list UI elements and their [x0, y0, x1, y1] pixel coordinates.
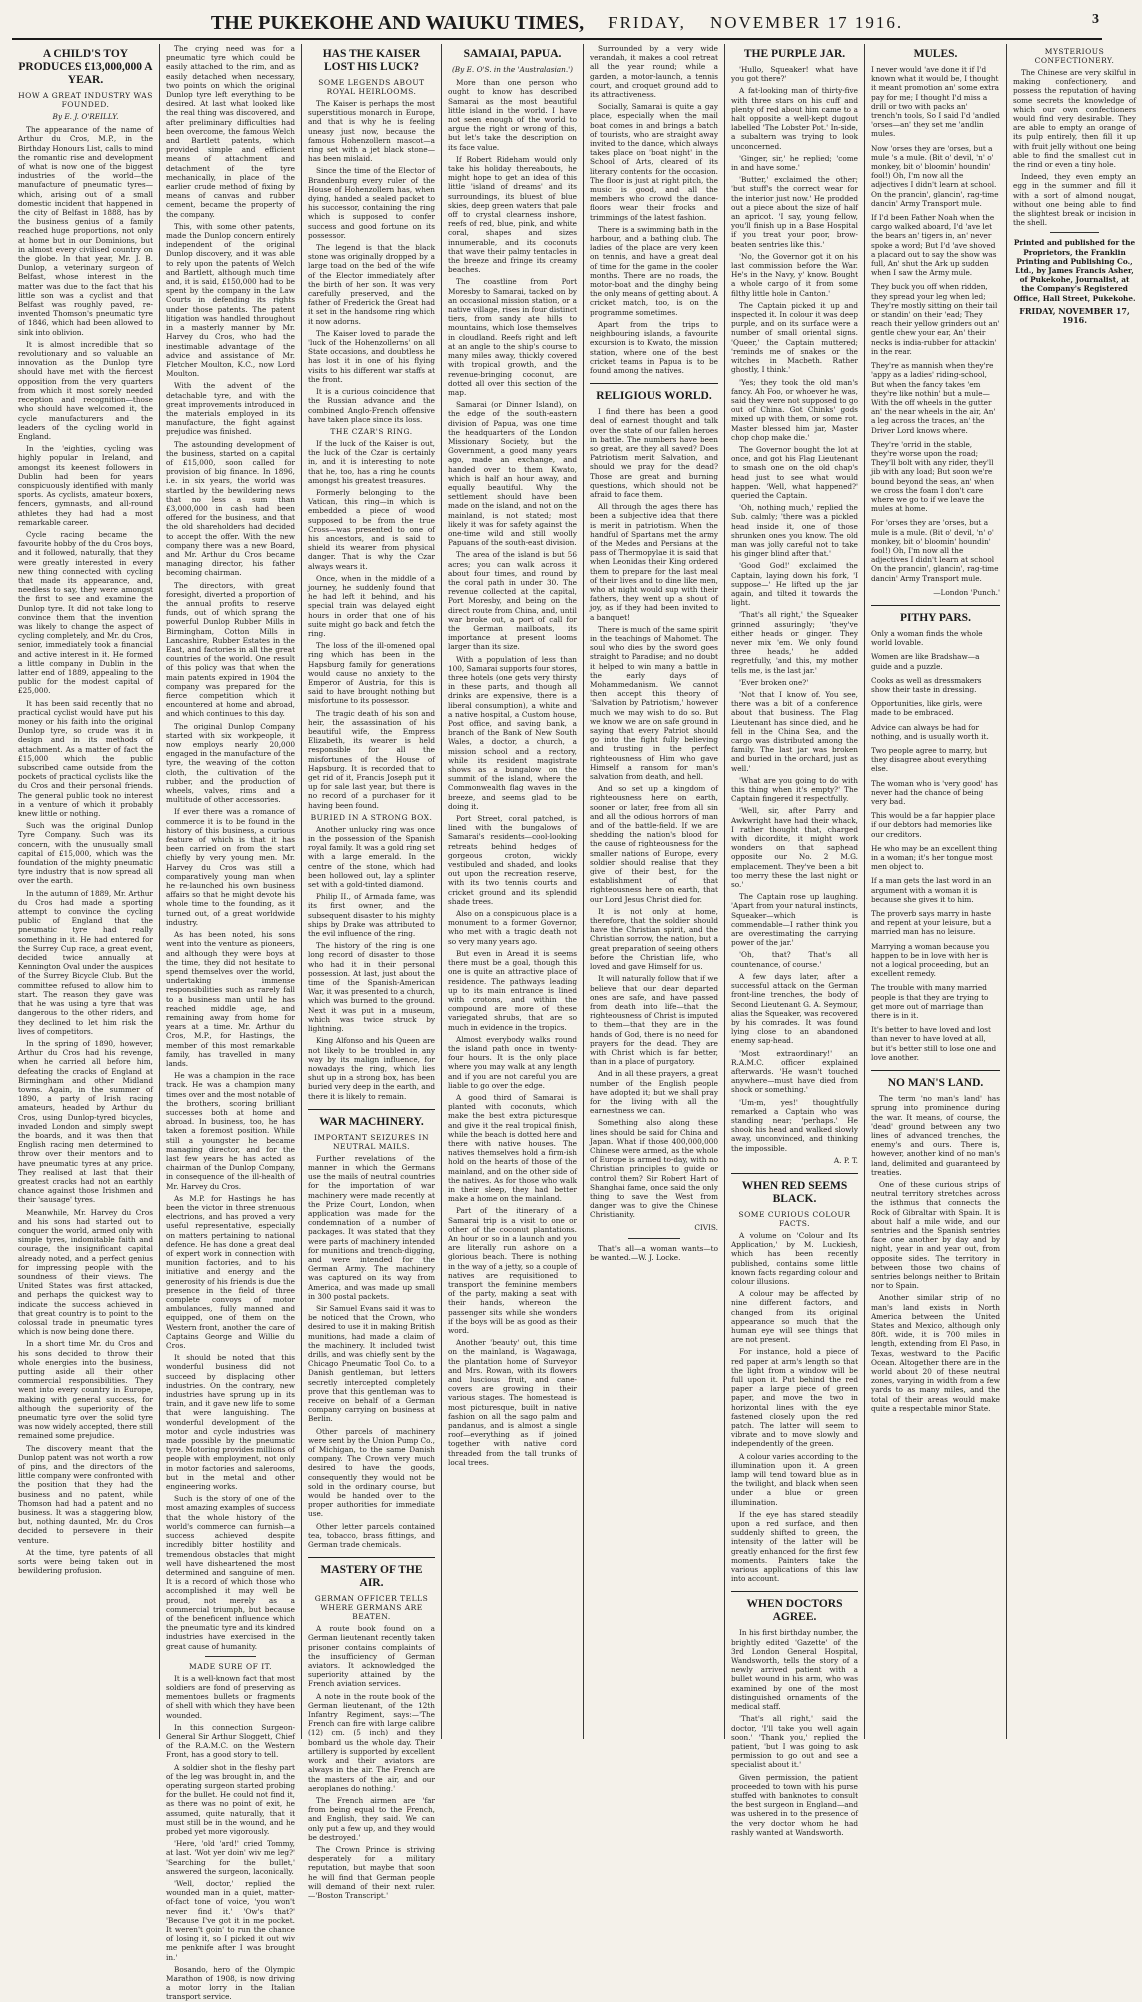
paragraph: 'That's all right,' said the doctor, 'I'll take you well again soon.' 'Thank you,' replied the patient, 'but I was going to ask permission to go out and see a specialist about it.'	[731, 1714, 858, 1770]
paragraph: Two people agree to marry, but they disagree about everything else.	[871, 746, 988, 774]
paragraph: 'Ever broken one?'	[739, 677, 809, 687]
paragraph: This, with some other patents, made the Dunlop concern entirely independent of the original Dunlop discovery, and it was able to rely upon the patents of Welch and Bartlett, although much time and, it is said, £150,000 had to be spent by the company in the Law Courts in defending its rights under those patents. The patent litigation was handled throughout in a masterly manner by Mr. Harvey du Cros, who had the inestimable advantage of the advice and assistance of Mr. Fletcher Moulton, K.C., now Lord Moulton.	[166, 221, 295, 379]
paragraph: In the 'eighties, cycling was highly popular in Ireland, and amongst its keenest followers in Dublin had been for years conspicuously identified with manly sports. As cyclists, amateur boxers, fencers, gymnasts, and all-round athletes they had had a most remarkable career.	[18, 444, 153, 527]
paragraph: Another 'beauty' out, this time on the mainland, is Wagawaga, the plantation home of Surveyor and Mrs. Rowan, with its flowers and luscious fruit, and cane-covers are growing in their various stages. The homestead is most picturesque, built in native fashion on all the sago palm and pandanus, and is almost a single roof—everything as if joined together with native cord threaded from the tall trunks of local trees.	[448, 1338, 577, 1467]
paragraph: Surrounded by a very wide verandah, it makes a cool retreat all the year round; while a garden, a motor-launch, a tennis court, and croquet ground add to its attractiveness.	[590, 44, 718, 100]
paragraph: If Robert Rideham would only take his holiday thereabouts, he might hope to get an idea of this little 'island of dreams' and its surroundings, its bluest of blue skies, deep green waters that pale off to crystal clearness inshore, reefs of red, blue, pink, and white coral, shapes and sizes innumerable, and its coconuts that wave their palmy tentacles in the breeze and fringe its creamy beaches.	[448, 154, 577, 275]
paragraph: The Governor bought the lot at once, and got his Flag Lieutenant to smash one on the old chap's head just to see what would happen. 'Well, what happened?' queried the Captain.	[731, 444, 858, 500]
paragraph: 'What are you going to do with this thing when it's empty?' The Captain fingered it respectfully.	[731, 775, 858, 804]
article-body	[731, 65, 858, 1153]
paragraph: 'Oh, nothing much,' replied the Sub. calmly; 'there was a pickled head inside it, one of those shrunken ones you know. The old man was jolly careful not to take his ginger blind after that.'	[731, 503, 858, 559]
article-headline: WHEN DOCTORS AGREE.	[731, 1591, 858, 1624]
paper-title: THE PUKEKOHE AND WAIUKU TIMES,	[210, 11, 585, 34]
paragraph: But even in Aread it is seems there must be a goal, though this one is quite an attractive place of residence. The pathways leading up to its main entrance is lined with crotons, and within the compound are more of these variegated shrubs, that are so much in evidence in the tropics.	[448, 948, 577, 1032]
columns	[12, 44, 1136, 2002]
paragraph: With a population of less than 100, Samarai supports four stores, three hotels (one gets very thirsty in these parts, and though all drinks are expensive, there is a liberal consumption), a white and a native hospital, a Custom house, Post office, and saving bank, a branch of the Bank of New South Wales, a doctor, a church, a mission school and a rectory, while its resident magistrate shows as a bungalow on the summit of the island, where the Commonwealth flag waves in the breeze, and seems glad to be doing it.	[448, 654, 577, 811]
paragraph: A route book found on a German lieutenant recently taken prisoner contains complaints of the insufficiency of German aviators. It acknowledged the superiority attained by the French aviation services.	[308, 1624, 435, 1689]
paragraph: The tragic death of his son and heir, the assassination of his beautiful wife, the Empress Elizabeth, its wearer is held responsible for all the misfortunes of the House of Hapsburg. It is recorded that to get rid of it, Francis Joseph put it up for sale last year, but there is no record of a purchaser for it having been found.	[308, 708, 435, 810]
paragraph: Women are like Bradshaw—a guide and a puzzle.	[871, 652, 980, 671]
paragraph: This would be a far happier place if our debtors had memories like our creditors.	[871, 811, 996, 839]
paragraph: It is a well-known fact that most soldiers are fond of preserving as mementoes bullets or fragments of shell with which they have been wounded.	[166, 1673, 295, 1720]
paragraph: 'No, the Governor got it on his last commission before the War. He's in the Navy, y' know. Bought a whole cargo of it from some filthy little hole in Canton.'	[731, 251, 858, 298]
article-headline: RELIGIOUS WORLD.	[590, 383, 718, 403]
paragraph: The directors, with great foresight, diverted a proportion of the annual profits to reserve funds, out of which sprang the powerful Dunlop Rubber Mills in Birmingham, Cotton Mills in Lancashire, Rubber Estates in the East, and factories in all the great countries of the world. One result of this policy was that when the main patents expired in 1904 the company was prepared for the fierce competition which it encountered at home and abroad, and which continues to this day.	[166, 580, 295, 719]
paragraph: He who may be an excellent thing in a woman; it's her tongue most men object to.	[871, 843, 998, 872]
column-8	[1007, 44, 1142, 1739]
article-headline: MADE SURE OF IT.	[189, 1661, 272, 1671]
paragraph: Such was the original Dunlop Tyre Company. Such was its concern, with the unusually small capital of £15,000, which was the foundation of the mighty pneumatic tyre industry that is now spread all over the earth.	[18, 821, 153, 886]
paragraph: The Crown Prince is striving desperately for a military reputation, but maybe that soon he will find that German people will demand of their next ruler.—'Boston Transcript.'	[308, 1844, 435, 1900]
paragraph: Cooks as well as dressmakers show their taste in dressing.	[871, 675, 982, 694]
pithy-pars	[871, 629, 1000, 1062]
paragraph: In his first birthday number, the brightly edited 'Gazette' of the 3rd London General Hospital, Wandsworth, tells the story of a newly arrived patient with a bullet wound in his arm, who was examined by one of the most distinguished ornaments of the medical staff.	[731, 1628, 858, 1712]
paragraph: The coastline from Port Moresby to Samarai, tacked on by an occasional mission station, or a native village, rises in four distinct tiers, from sandy ate hills to mountains, which lose themselves in cloudland. Reefs right and left at an angle to the ship's course to many miles away, thickly covered with tropical growth, and the revenue-bringing coconut, are dotted all over this section of the map.	[448, 277, 577, 397]
paragraph: The French airmen are 'far from being equal to the French, and English, they said. We can only put a few up, and they would be destroyed.'	[308, 1795, 435, 1842]
paragraph: I never would 'ave done it if I'd known what it would be, I thought it meant promotion an' some extra pay for me; I thought I'd miss a drill or two with packs an' trench'n tools, So I said I'd 'andled 'orses—an' they set me 'andlin mules.	[871, 65, 1000, 139]
paragraph: The Captain rose up laughing. 'Apart from your natural instincts, Squeaker—which is commendable—I rather think you are overestimating the carrying power of the jar.'	[731, 892, 858, 948]
paragraph: The Chinese are very skilful in making confectionery, and possess the reputation of having some secrets the knowledge of which our own confectioners would find very desirable. They are able to empty an orange of its pulp entirely, then fill it up with fruit jelly without one being able to find the smallest cut in the rind or even a tiny hole.	[1013, 68, 1136, 170]
paragraph: In the spring of 1890, however, Arthur du Cros had his revenge, when he carried all before him, defeating the cracks of England at Birmingham and other Midland towns. Again, in the summer of 1890, a party of Irish racing amateurs, headed by Arthur du Cros, using Dunlop-tyred bicycles, invaded London and simply swept the boards, and it was then that English racing men determined to throw over their mentors and to have pneumatic tyres at any price. They realised at last that their greatest cracks had not an earthly chance against those Irishmen and their 'sausage' tyres.	[18, 1038, 153, 1205]
paragraph: In this connection Surgeon-General Sir Arthur Sloggett, Chief of the R.A.M.C. on the Western Front, has a good story to tell.	[166, 1722, 295, 1760]
paragraph: 'Oh, that? That's all countenance, of course.'	[731, 950, 858, 969]
paragraph: As M.P. for Hastings he has been the victor in three strenuous electrions, and has proved a very useful representative, especially on matters pertaining to national defence. He has done a great deal of expert work in connection with munition factories, and to his initiative and energy and the generosity of his friends is due the presence in the field of three complete convoys of motor ambulances, fully manned and equipped, one of them on the Western front, another the care of Captains George and Willie du Cros.	[166, 1193, 295, 1351]
divider	[628, 1238, 679, 1239]
paragraph: It should be noted that this wonderful business did not succeed by displacing other industries. On the contrary, new industries have sprung up in its train, and it gave new life to some that were languishing. The wonderful development of the motor and cycle industries was made possible by the pneumatic tyre. Motoring provides millions of people with employment, not only in motor factories and salerooms, but in the metal and other engineering works.	[166, 1353, 295, 1492]
poem-source: —London 'Punch.'	[933, 587, 1000, 597]
paragraph: They're 'orrid in the stable, they're worse upon the road; They'll bolt with any rider, they'll jib with any load; But soon we're bound beyond the seas, an' when we cross the foam I don't care where we go to if we leave the mules at home.	[871, 439, 995, 514]
paragraph: The Kaiser loved to parade the 'luck of the Hohenzollerns' on all State occasions, and doubtless he has lost it in one of his flying visits to his different war staffs at the front.	[308, 328, 435, 384]
paragraph: The term 'no man's land' has sprung into prominence during the war. It means, of course, the 'dead' ground between any two lines of advanced trenches, the enemy's and ours. There is, however, another kind of no man's land, delimited and guaranteed by treaties.	[871, 1094, 1000, 1177]
article-body	[871, 1094, 1000, 1413]
paragraph: Port Street, coral patched, is lined with the bungalows of Samarai's residents—cool-looking retreats behind hedges of gorgeous croton, wickly vestibuled and shaded, and looks out upon the recreation reserve, with its two tennis courts and cricket ground and its splendid shade trees.	[448, 814, 577, 906]
paragraph: Almost everybody walks round the island path once in twenty-four hours. It is the only place where you may walk at any length and if you are not careful you are liable to go over the edge.	[448, 1034, 577, 1090]
paragraph: Sir Samuel Evans said it was to be noticed that the Crown, who desired to use it in making British munitions, had made a claim of the machinery. It included twist drills, and was chiefly sent by the Chicago Pneumatic Tool Co. to a Danish gentleman, but letters secretly intercepted completely prove that this gentleman was to receive on behalf of a German company carrying on business at Berlin.	[308, 1303, 435, 1424]
page-number: 3	[1092, 12, 1100, 27]
paragraph: For instance, hold a piece of red paper at arm's length so that the light from a window will be full upon it. Put behind the red paper a large piece of green paper, and move the two in horizontal lines with the eye fastened closely upon the red patch. The latter will seem to vibrate and to move slowly and independently of the green.	[731, 1347, 858, 1449]
paragraph: 'Um-m, yes!' thoughtfully remarked a Captain who was standing near; 'perhaps.' He shook his head and walked slowly away, unconvinced, and thinking the impossible.	[731, 1097, 858, 1153]
paragraph: With the advent of the detachable tyre, and with the great improvements introduced in the materials employed in its manufacture, the fight against prejudice was finished.	[166, 381, 295, 437]
paragraph: 'Well, sir, after Parry and Awkwright have had their whack, I rather thought that, charged with dicordite, it might work wonders on that saphead opposite our No. 2 M.G. emplacement. They've been a bit too merry these the last night or so.'	[731, 806, 858, 890]
article-subhead: SOME CURIOUS COLOUR FACTS.	[738, 1209, 851, 1228]
paragraph: The discovery meant that the Dunlop patent was not worth a row of pins, and the directors of the little company were confronted with the position that they had the business and no patent, while Thomson had had a patent and no business. It was a staggering blow, but, nothing daunted, Mr. du Cros decided to persevere in their venture.	[18, 1443, 153, 1545]
paragraph: 'That's all right,' the Squeaker grinned assuringly; 'they've either heads or ginger. They never mix 'em. We only found three heads,' he added regretfully, 'and this, my mother tells me, is the last jar.'	[731, 610, 858, 675]
paragraph: The proverb says marry in haste and repent at your leisure, but a married man has no leisure.	[871, 909, 992, 937]
paragraph: I find there has been a good deal of earnest thought and talk over the state of our fallen heroes in battle. The numbers have been so great, are they all saved? Does Patriotism merit Salvation, and should we pray for the dead? Those are great and burning questions, which should not be afraid to face them.	[590, 407, 718, 499]
article-body	[731, 1231, 858, 1584]
paragraph: Philip II., of Armada fame, was its first owner, and the subsequent disaster to his mighty ships by Drake was attributed to the evil influence of the ring.	[308, 892, 435, 939]
poem-body	[871, 65, 1000, 583]
paragraph: Such is the story of one of the most amazing examples of success that the whole history of the world's commerce can furnish—a success achieved despite incredibly bitter hostility and tremendous obstacles that might well have disheartened the most determined and sanguine of men. It is a record of which those who accomplished it may well be proud, not merely as a commercial triumph, but because of the beneficent influence which the pneumatic tyre and its kindred industries have exercised in the great cause of humanity.	[166, 1494, 295, 1651]
article-headline: MASTERY OF THE AIR.	[308, 1557, 435, 1590]
paragraph: Also on a conspicuous place is a monument to a former Governor, who met with a tragic death not so very many years ago.	[448, 909, 577, 946]
paragraph: 'Yes; they took the old man's fancy. Ah Foo, or whoever he was, said they were not supposed to go out of China. Got Chinks' gods mixed up with them, or some rot. Master blessed him jar, Master chop chop make die.'	[731, 377, 858, 442]
paragraph: The trouble with many married people is that they are trying to get more out of marriage than there is in it.	[871, 983, 989, 1021]
article-byline: (By E. O'S. in the 'Australasian.')	[451, 65, 574, 74]
paragraph: In a short time Mr. du Cros and his sons decided to throw their whole energies into the business, putting aside all their other commercial responsibilities. They went into every country in Europe, making with general success, for although the superiority of the pneumatic tyre over the solid tyre was now widely accepted, there still remained some prejudice.	[18, 1339, 153, 1441]
article-headline: PITHY PARS.	[871, 605, 1000, 625]
article-body	[166, 1674, 295, 2002]
column-5	[584, 44, 725, 1739]
paragraph: If the eye has stared steadily upon a red surface, and then suddenly shifted to green, the intensity of the latter will be greatly enhanced for the first few moments. Painters take the various applications of this law into account.	[731, 1509, 858, 1584]
paragraph: The crying need was for a pneumatic tyre which could be easily attached to the rim, and as easily detached when necessary, two points on which the original Dunlop tyre left everything to be desired. At last what looked like the real thing was discovered, and after preliminary difficulties had been overcome, the famous Welch and Bartlett patents, which provided simple and efficient means of attachment and detachment of the tyre mechanically, in place of the earlier crude method of fixing by means of canvas and rubber cement, became the property of the company.	[166, 44, 295, 219]
paragraph: There is a swimming bath in the harbour, and a bathing club. The ladies of the place are very keen on tennis, and have a great deal of time for the game in the cooler months. There are no roads, the motor-boat and the dinghy being the only means of getting about. A cricket match, too, is on the programme sometimes.	[590, 224, 718, 317]
issue-date: NOVEMBER 17 1916.	[709, 13, 904, 32]
article-headline: MYSTERIOUS CONFECTIONERY.	[1034, 47, 1115, 65]
paragraph: Once, when in the middle of a journey, he suddenly found that he had left it behind, and his special train was delayed eight hours in order that one of his suite might go back and fetch the ring.	[308, 573, 435, 638]
article-body	[308, 825, 435, 1101]
paragraph: They buck you off when ridden, they spread your leg when led; They're mostly sitting on their tail or standin' on their 'ead; They reach their yellow grinders out an' gentle chew your ear, An' their necks is india-rubber for attackin' in the rear.	[871, 282, 1000, 356]
paragraph: Now 'orses they are 'orses, but a mule 's a mule. (Bit o' devil, 'n' o' monkey, bit o' bloomin' houndin' fool!) Oh, I'm now all the adjectives I didn't learn at school. On the prancin', glancin', rag-time dancin' Army Transport mule.	[871, 143, 999, 208]
column-3	[302, 44, 442, 1900]
paragraph: A volume on 'Colour and Its Application,' by M. Luckiesh, which has been recently published, contains some little known facts regarding colour and colour illusions.	[731, 1230, 858, 1286]
paragraph: A colour may be affected by nine different factors, and changed from its original appearance so much that the human eye will see things that are not present.	[731, 1289, 858, 1345]
paragraph: The astounding development of the business, started on a capital of £15,000, soon called for provision of big finance. In 1896, i.e. in six years, the world was startled by the bewildering news that no less a sum than £3,000,000 in cash had been offered for the business, and that the old shareholders had decided to accept the offer. With the new company there was a new Board, and Mr. Arthur du Cros became managing director, his father becoming chairman.	[166, 439, 295, 578]
article-headline: A CHILD'S TOY PRODUCES £13,000,000 A YEAR.	[18, 48, 153, 86]
article-body	[308, 1154, 435, 1550]
paragraph: 'Not that I know of. You see, there was a bit of a conference about that business. The Flag Lieutenant has since died, and he fell in the China Sea, and the cargo was distributed among the family. The last jar was broken and buried in the orchard, just as well.'	[731, 690, 858, 773]
article-headline: HAS THE KAISER LOST HIS LUCK?	[322, 48, 421, 73]
section-subhead: BURIED IN A STRONG BOX.	[310, 812, 433, 822]
article-signature: CIVIS.	[694, 1222, 718, 1232]
paragraph: Opportunities, like girls, were made to be embraced.	[871, 699, 983, 718]
paragraph: Indeed, they even empty an egg in the summer and fill it with a sort of almond nougat, without one being able to find the slightest break or incision in the shell.	[1013, 172, 1136, 228]
article-subhead: HOW A GREAT INDUSTRY WAS FOUNDED.	[18, 91, 153, 109]
paragraph: A good third of Samarai is planted with coconuts, which make the best extra picturesque and give it the real tropical finish, while the beach is dotted here and there with native houses. The natives themselves hold a firm-ish hold on the hearts of those of the mainland, and on the other side of the natives. As for those who walk in their sleep, they had better make a home on the mainland.	[448, 1092, 577, 1204]
paragraph: Meanwhile, Mr. Harvey du Cros and his sons had started out to conquer the world, armed only with simple tyres, indomitable faith and courage, the insignificant capital already noted, and a perfect genius for impressing people with the soundness of their views. The United States was first attacked, and perhaps the quickest way to indicate the success achieved in that great country is to point to the colossal trade in pneumatic tyres which is now being done there.	[18, 1207, 153, 1337]
paragraph: 'Here, 'old 'ard!' cried Tommy, at last. 'Wot yer doin' wiv me leg?' 'Searching for the bullet,' answered the surgeon, laconically.	[166, 1839, 295, 1876]
paragraph: The Captain picked it up and inspected it. In colour it was deep purple, and on its surface were a number of small oriental signs. 'Queer,' the Captain muttered; 'reminds me of snakes or the witches in Macbeth. Rather ghostly, I think.'	[731, 300, 858, 375]
paragraph: If the luck of the Kaiser is out, the luck of the Czar is certainly in, and it is interesting to note that he, too, has a ring he counts amongst his greatest treasures.	[308, 438, 435, 485]
paragraph: It is a curious coincidence that the Russian advance and the combined Anglo-French offensive have taken place since its loss.	[308, 387, 435, 424]
article-signature: A. P. T.	[833, 1155, 858, 1165]
paragraph: If I'd been Father Noah when the cargo walked aboard, I'd 'ave let the bears an' tigers in, an' never spoke a word; But I'd 'ave shoved a placard out to say the show was full, An' shut the Ark up sudden when I saw the Army mule.	[871, 213, 997, 278]
paragraph: He was a champion in the race track. He was a champion many times over and the most notable of the brothers, scoring brilliant successes both at home and abroad. In business, too, he has taken a foremost position. While still a youngster he became managing director, and for the last few years he has acted as chairman of the Dunlop Company, in consequence of the ill-health of Mr. Harvey du Cros.	[166, 1071, 295, 1191]
paragraph: The area of the island is but 56 acres; you can walk across it about four times, and round by the coral path in under 30. The revenue collected at the capital, Port Moresby, and being on the direct route from China, and, until war broke out, a port of call for the German mailboats, its importance at present looms larger than its size.	[448, 550, 577, 652]
paragraph: 'Well, doctor,' replied the wounded man in a quiet, matter-of-fact tone of voice, 'you won't never find it.' 'Ow's that?' 'Because I've got it in me pocket. It weren't goin' to run the chance of losing it, so I picked it out wiv me penknife after I was brought in.'	[166, 1879, 295, 1962]
paragraph: More than one person who ought to know has described Samarai as the most beautiful little island in the world. I have not seen enough of the world to argue the right or wrong of this, but let's take the description on its face value.	[448, 78, 577, 152]
paragraph: Since the time of the Elector of Brandenburg every ruler of the House of Hohenzollern has, when dying, handed a sealed packet to his successor, containing the ring which is supposed to confer success and good fortune on its possessor.	[308, 166, 435, 240]
paragraph: The history of the ring is one long record of disaster to those who had it in their personal possession. At last, just about the time of the Spanish-American War, it was presented to a church, which was burned to the ground. Next it was put in a museum, which was twice struck by lightning.	[308, 941, 435, 1034]
paragraph: One of these curious strips of neutral territory stretches across the isthmus that connects the Rock of Gibraltar with Spain. It is about half a mile wide, and our sentries and the Spanish sentries face one another by day and by night, year in and year out, from opposite sides. The territory in between those two chains of sentries belongs neither to Britain nor to Spain.	[871, 1179, 1000, 1291]
article-body	[166, 44, 295, 1651]
imprint-text: Printed and published for the Proprietors, the Franklin Printing and Publishing Co., Ltd., by James Francis Asher, of Pukekohe, Journalist, at the Company's Registered Office, Hall Street, Pukekohe.	[1013, 238, 1136, 303]
article-body	[308, 1624, 435, 1900]
paragraph: 'Ginger, sir,' he replied; 'come in and have some.'	[731, 153, 858, 173]
paragraph: For 'orses they are 'orses, but a mule is a mule. (Bit o' devil, 'n' o' monkey, bit o' bloomin' houndin' fool!) Oh, I'm now all the adjectives I didn't learn at school On the prancin', glancin', rag-time dancin' Army Transport mule.	[871, 518, 999, 583]
paragraph: Socially, Samarai is quite a gay place, especially when the mail boat comes in and brings a batch of tourists, who are straight away invited to the dance, which always takes place on 'boat night' in the School of Arts, cleared of its literary contents for the occasion. The floor is just at right pitch, the music is good, and all the members who crowd the dance-floors wear their frocks and trimmings of the latest fashion.	[590, 102, 718, 222]
section-subhead: THE CZAR'S RING.	[330, 426, 413, 436]
article-body	[18, 125, 153, 1575]
paragraph: It has been said recently that no practical cyclist would have put his money or his faith into the original Dunlop tyre, so crude was it in design and in its methods of attachment. As a matter of fact the £15,000 which the public subscribed came outside from the pockets of practical cyclists like the du Cros and their personal friends. The general public took no interest in a venture of which it probably knew little or nothing.	[18, 698, 153, 819]
article-byline: By E. J. O'REILLY.	[52, 112, 119, 121]
poem-title: MULES.	[913, 48, 958, 60]
article-body	[731, 1628, 858, 1836]
paragraph: Given permission, the patient proceeded to town with his purse stuffed with banknotes to consult the best surgeon in England—and was ushered in to the presence of the very doctor whom he had rashly wanted at Wandsworth.	[731, 1772, 858, 1837]
paragraph: Further revelations of the manner in which the Germans use the mails of neutral countries for the importation of war machinery were made recently at the Prize Court, London, when application was made for the condemnation of a number of packages. It was stated that they were parts of machinery intended for munitions and trench-digging, and were intended for the German Army. The machinery was captured on its way from America, and was made up small in 300 postal packets.	[308, 1153, 435, 1301]
paragraph: If ever there was a romance of commerce it is to be found in the history of this business, a curious feature of which is that it has been carried on from the start chiefly by very young men. Mr. Harvey du Cros was still a comparatively young man when he re-launched his own business affairs so that he might devote his whole time to the founding, as it turned out, of a great worldwide industry.	[166, 807, 295, 927]
article-headline: THE PURPLE JAR.	[743, 48, 846, 60]
paragraph: 'Hullo, Squeaker! what have you got there?'	[731, 65, 858, 84]
paragraph: There is much of the same spirit in the teachings of Mahomet. The soul who dies by the sword goes straight to Paradise; and no doubt it helped to win many a battle in the early days of Mohammedanism. We cannot then accept this theory of 'Salvation by Patriotism,' however much we may wish to do so. But we know we are on safe ground in saying that every Patriot should go into the fight fully believing and trusting in the perfect righteousness of Him who gave Himself a ransom for man's salvation from death, and hell.	[590, 624, 718, 782]
article-headline: WHEN RED SEEMS BLACK.	[731, 1173, 858, 1206]
article-subhead: GERMAN OFFICER TELLS WHERE GERMANS ARE BEATEN.	[314, 1594, 429, 1622]
paragraph: The woman who is 'very good' has never had the chance of being very bad.	[871, 778, 998, 807]
paragraph: As has been noted, his sons went into the venture as pioneers, and although they were boys at the time, they did not hesitate to spend themselves over the world, undertaking immense responsibilities such as rarely fall to a business man until he has reached middle age, and remaining away from home for years at a time. Mr. Arthur du Cros, M.P., for Hastings, the member of this most remarkable family, has travelled in many lands.	[166, 930, 295, 1068]
paragraph: Something also along these lines should be said for China and Japan. What if those 400,000,000 Chinese were armed, as the whole of Europe is armed to-day, with no Christian principles to guide or control them? Sir Robert Hart of Shanghai fame, once said the only thing to save the West from danger was to give the Chinese Christianity.	[590, 1118, 718, 1220]
quote-footer: That's all—a woman wants—to be wanted.—W. J. Locke.	[590, 1243, 718, 1262]
paragraph: A colour varies according to the illumination upon it. A green lamp will tend toward blue as in the twilight, and black when seen under a blue or green illumination.	[731, 1451, 858, 1507]
column-7	[865, 44, 1007, 1739]
paragraph: Advice can always be had for nothing, and is usually worth it.	[871, 722, 989, 741]
paragraph: 'Butter,' exclaimed the other; 'but stuff's the correct wear for the interior just now.' He prodded out a piece about the size of half an apricot. 'I say, young fellow, you'll finish up in a Base Hospital if you treat your poor, brow-beaten sentries like this.'	[731, 175, 858, 249]
paragraph: The Kaiser is perhaps the most superstitious monarch in Europe, and that is why he is feeling uneasy just now, because the famous Hohenzollern mascot—a ring set with a jet black stone—has been mislaid.	[308, 99, 435, 164]
column-2	[160, 44, 302, 2002]
paragraph: Formerly belonging to the Vatican, this ring—in which is embedded a piece of wood supposed to be from the true Cross—was presented to one of his ancestors, and is said to shield its wearer from physical danger. That is why the Czar always wears it.	[308, 487, 435, 571]
paragraph: Only a woman finds the whole world lovable.	[871, 628, 983, 648]
paragraph: The original Dunlop Company started with six workpeople, it now employs nearly 20,000 engaged in the manufacture of the tyre, the weaving of the cotton cloth, the cultivation of the rubber, and the production of wheels, valves, rims and a multitude of other accessories.	[166, 721, 295, 805]
divider	[205, 1656, 257, 1657]
article-body	[590, 407, 718, 1219]
issue-day: FRIDAY,	[608, 13, 686, 32]
article-body	[308, 439, 435, 810]
imprint	[1013, 238, 1136, 302]
paragraph: It is not only at home, therefore, that the soldier should have the Christian spirit, and the Christian sorrow, the nation, but a great preparation of seeing others before the Christian life, who loved and gave Himself for us.	[590, 906, 718, 972]
paragraph: Another unlucky ring was once in the possession of the Spanish royal family. It was a gold ring set with a large emerald. In the centre of the stone, which had been hollowed out, lay a splinter set with a gold-tinted diamond.	[308, 824, 435, 890]
paragraph: Cycle racing became the favourite hobby of the du Cros boys, and it followed, naturally, that they were greatly interested in every new thing connected with cycling that made its appearance, and, needless to say, they were amongst the first to see and examine the Dunlop tyre. It did not take long to convince them that the invention was likely to change the aspect of cycling completely, and Mr. du Cros, senior, immediately took a financial and active interest in it. He formed a little company in Dublin in the latter end of 1889, appealing to the public for the modest capital of £25,000.	[18, 529, 153, 696]
paragraph: 'Most extraordinary!' an R.A.M.C. officer explained afterwards. 'He wasn't touched anywhere—must have died from shock or something.'	[731, 1048, 858, 1095]
paragraph: Other letter parcels contained tea, tobacco, brass fittings, and German trade chemicals.	[308, 1521, 435, 1550]
paragraph: King Alfonso and his Queen are not likely to be troubled in any way by its malign influence, for nowadays the ring, which lies shut up in a strong box, has been buried very deep in the earth, and there it is likely to remain.	[308, 1036, 435, 1101]
column-6	[725, 44, 865, 1837]
article-body	[308, 99, 435, 424]
paragraph: The loss of the ill-omened opal ring which has been in the Hapsburg family for generations would cause no anxiety to the Emperor of Austria, for this is said to have brought nothing but misfortune to its possessor.	[308, 641, 435, 706]
paragraph: Another similar strip of no man's land exists in North America between the United States and Mexico, although only 80ft. wide, it is 700 miles in length, extending from El Paso, in Texas, westward to the Pacific Ocean. Altogether there are in the world about 20 of these neutral zones, varying in width from a few yards to as many miles, and the total of their areas would make quite a respectable minor State.	[871, 1293, 1000, 1413]
article-subhead: SOME LEGENDS ABOUT ROYAL HEIRLOOMS.	[318, 78, 425, 96]
paragraph: Bosando, hero of the Olympic Marathon of 1908, is now driving a motor lorry in the Italian transport service.	[166, 1964, 295, 2002]
article-headline: NO MAN'S LAND.	[871, 1070, 1000, 1090]
masthead	[12, 8, 1102, 40]
paragraph: It's better to have loved and lost than never to have loved at all, but it's better still to lose one and love another.	[871, 1025, 997, 1062]
paragraph: Samarai (or Dinner Island), on the edge of the south-eastern division of Papua, was one time the headquarters of the London Missionary Society, but the Government, a good many years ago, made an exchange, and handed over to them Kwato, which is half an hour away, and equally beautiful. Why the settlement should have been made on the island, and not on the mainland, is not stated; most likely it was for safety against the one-time wild and still woolly Papuans of the south-east division.	[448, 400, 577, 548]
paragraph: It is almost incredible that so revolutionary and so valuable an innovation as the Dunlop tyre should have met with the fiercest opposition from the very quarters from which it most sorely needed reception and recognition—those who should have welcomed it, the cycle manufacturers and the leaders of the cycling world in England.	[18, 339, 153, 441]
paragraph: All through the ages there has been a subjective idea that there is merit in patriotism. When the handful of Spartans met the army of the Medes and Persians at the pass of Thermopylae it is said that when Leonidas their King ordered them to prepare for the last meal of their lives and to dine like men, who at night would sup with their fathers, they went up a shout of joy, as if they had been invited to a banquet!	[590, 502, 718, 622]
column-4	[442, 44, 584, 1739]
paragraph: The legend is that the black stone was originally dropped by a large toad on the bed of the wife of the Elector immediately after the birth of her son. It was very carefully preserved, and the father of Frederick the Great had it set in the handsome ring which it now adorns.	[308, 243, 435, 326]
paragraph: A soldier shot in the fleshy part of the leg was brought in, and the operating surgeon started probing for the bullet. He could not find it, as there was no point of exit, he assumed, quite naturally, that it must still be in the wound, and he probed yet more vigorously.	[166, 1762, 295, 1836]
column-1	[12, 44, 160, 1739]
paragraph: And so set up a kingdom of righteousness here on earth, sooner or later, free from all sin and all the odious horrors of man and of the battle-field. If we are shedding the nation's blood for the cause of righteousness for the smaller nations of Europe, every soldier should realise that they give of their best, for the establishment of that righteousness here on earth, that our Lord Jesus Christ died for.	[590, 784, 718, 904]
article-subhead: IMPORTANT SEIZURES IN NEUTRAL MAILS.	[313, 1132, 430, 1151]
paragraph: Marrying a woman because you happen to be in love with her is not a logical proceeding, but an excellent remedy.	[871, 941, 990, 979]
paragraph: Apart from the trips to neighbouring islands, a favourite excursion is to Kwato, the mission station, where one of the best cricket teams in Papua is to be found among the natives.	[590, 319, 718, 375]
article-body	[590, 44, 718, 375]
paragraph: Other parcels of machinery were sent by the Union Pump Co., of Michigan, to the same Danish company. The Crown very much desired to have the goods, consequently they would not be sold in the ordinary course, but would be handed over to the proper authorities for immediate use.	[308, 1426, 435, 1519]
article-headline: SAMAIAI, PAPUA.	[463, 48, 562, 60]
paragraph: A note in the route book of the German lieutenant, of the 12th Infantry Regiment, says:—'The French can fire with large calibre (12) cm. (5 inch) and they bombard us the whole day. Their artillery is supported by excellent work and their aviators are always in the air. The French are the masters of the air, and our aeroplanes do nothing.'	[308, 1691, 435, 1793]
paragraph: If a man gets the last word in an argument with a woman it is because she gives it to him.	[871, 876, 992, 904]
paragraph: In the autumn of 1889, Mr. Arthur du Cros had made a sporting attempt to convince the cycling public of England that the pneumatic tyre had really something in it. He had entered for the Surrey Cup race, a great event, decided twice annually at Kennington Oval under the auspices of the Surrey Bicycle Club. But the committee refused to allow him to start. The reason they gave was that he was using a tyre that was dangerous to the other riders, and they declined to let him risk the lives of competitors.	[18, 888, 153, 1036]
paragraph: They're as mannish when they're 'appy as a ladies' riding-school, But when the fancy takes 'em they're like nothin' but a mule— With the off wheels in the gutter an' the near wheels in the air, An' a leg across the traces, an' the Driver Lord knows where.	[871, 361, 996, 435]
article-body	[1013, 68, 1136, 227]
paragraph: A few days later, after a successful attack on the German front-line trenches, the body of Second Lieutenant G. A. Seymour, alias the Squeaker, was recovered by his comrades. It was found lying close to an abandoned enemy sap-head.	[731, 971, 858, 1046]
paragraph: 'Good God!' exclaimed the Captain, laying down his fork, 'I suppose—' He lifted up the jar again, and tilted it towards the light.	[731, 561, 858, 608]
article-headline: WAR MACHINERY.	[308, 1109, 435, 1129]
divider	[1050, 232, 1099, 233]
paragraph: It will naturally follow that if we believe that our dear departed ones are safe, and have passed from death into life—that the righteousness of Christ is imputed to them—that they are in the hands of God, there is no need for prayers for the dead. They are with Christ which is far better, than in a place of purgatory.	[590, 974, 718, 1067]
paragraph: Part of the itinerary of a Samarai trip is a visit to one or other of the coconut plantations. An hour or so in a launch and you are literally run ashore on a glorious beach. There is nothing in the way of a jetty, so a couple of natives are requisitioned to transport the feminine members of the party, making a seat with their hands, whereon the passenger sits while she wonders if the boys will be as good as their word.	[448, 1206, 577, 1336]
paragraph: A fat-looking man of thirty-five with three stars on his cuff and plenty of red about him came to a halt opposite a well-kept dugout labelled 'The Lobster Pot.' In-side, a subaltern was trying to look unconcerned.	[731, 86, 858, 151]
paragraph: And in all these prayers, a great number of the English people have adopted it; but we shall pray for the living with all the earnestness we can.	[590, 1069, 718, 1116]
paragraph: The appearance of the name of Arthur du Cros, M.P., in the Birthday Honours List, calls to mind the romantic rise and development of what is now one of the biggest industries of the world—the manufacture of pneumatic tyres—which, arising out of a small domestic incident that happened in the city of Belfast in 1888, has by the business genius of a family reached huge proportions, not only at home but in our Dominions, but in almost every civilised country on the globe. In that year, Mr. J. B. Dunlop, a veterinary surgeon of Belfast, whose interest in the matter was due to the fact that his little son was a cyclist and that Belfast was roughly paved, re-invented Thomson's pneumatic tyre of 1846, which had been allowed to sink into oblivion.	[18, 125, 153, 337]
imprint-date: FRIDAY, NOVEMBER 17, 1916.	[1019, 305, 1130, 326]
paragraph: At the time, tyre patents of all sorts were being taken out in bewildering profusion.	[18, 1547, 153, 1576]
article-body	[448, 78, 577, 1467]
